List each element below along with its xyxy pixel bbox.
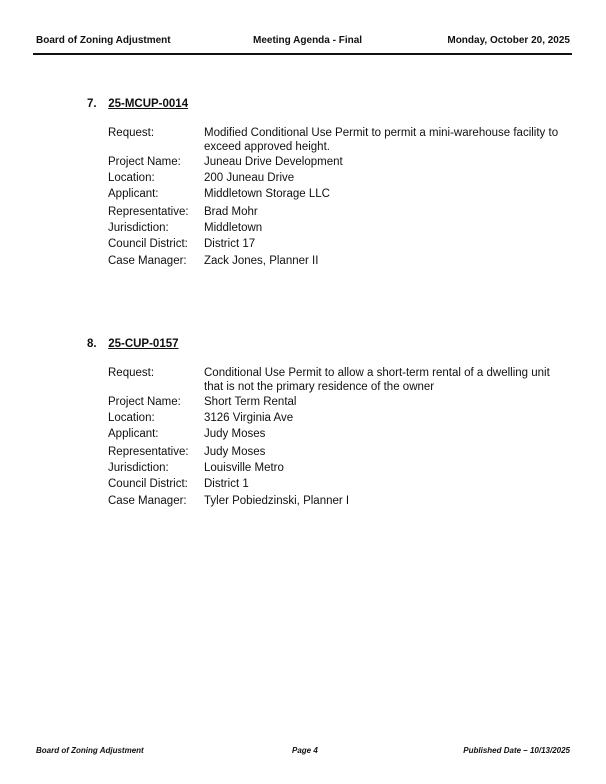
item-number: 8. xyxy=(87,338,97,350)
field-label-location: Location: xyxy=(108,412,155,424)
field-label-request: Request: xyxy=(108,367,155,379)
field-label-case-manager: Case Manager: xyxy=(108,495,187,507)
field-label-council-district: Council District: xyxy=(108,238,188,250)
case-number-link[interactable]: 25-CUP-0157 xyxy=(108,338,179,350)
field-value-representative: Brad Mohr xyxy=(204,206,258,218)
field-value-council-district: District 1 xyxy=(204,478,249,490)
field-value-applicant: Judy Moses xyxy=(204,428,266,440)
field-value-project-name: Short Term Rental xyxy=(204,396,297,408)
footer-published-date: Published Date – 10/13/2025 xyxy=(463,746,570,755)
field-label-jurisdiction: Jurisdiction: xyxy=(108,222,169,234)
field-label-case-manager: Case Manager: xyxy=(108,255,187,267)
field-label-applicant: Applicant: xyxy=(108,428,159,440)
field-value-jurisdiction: Louisville Metro xyxy=(204,462,284,474)
field-label-location: Location: xyxy=(108,172,155,184)
page-footer xyxy=(36,746,570,758)
field-value-representative: Judy Moses xyxy=(204,446,266,458)
page-header xyxy=(36,35,570,49)
field-value-request: Conditional Use Permit to allow a short-term rental of a dwelling unit that is not the primary residence of the owner xyxy=(204,367,550,393)
header-divider xyxy=(33,53,572,55)
field-value-jurisdiction: Middletown xyxy=(204,222,263,234)
field-label-project-name: Project Name: xyxy=(108,156,181,168)
field-label-jurisdiction: Jurisdiction: xyxy=(108,462,169,474)
field-value-applicant: Middletown Storage LLC xyxy=(204,188,330,200)
field-value-case-manager: Tyler Pobiedzinski, Planner I xyxy=(204,495,350,507)
agenda-item-heading xyxy=(87,98,188,110)
header-agenda-title: Meeting Agenda - Final xyxy=(253,35,363,46)
field-value-council-district: District 17 xyxy=(204,238,256,250)
field-label-request: Request: xyxy=(108,127,155,139)
field-label-applicant: Applicant: xyxy=(108,188,159,200)
field-value-case-manager: Zack Jones, Planner II xyxy=(204,255,319,267)
field-value-location: 200 Juneau Drive xyxy=(204,172,295,184)
field-value-request: Modified Conditional Use Permit to permit a mini-warehouse facility to exceed approved height. xyxy=(204,127,559,153)
agenda-item-heading xyxy=(87,338,179,350)
field-value-location: 3126 Virginia Ave xyxy=(204,412,294,424)
item-number: 7. xyxy=(87,98,97,110)
footer-page-number: Page 4 xyxy=(292,746,318,755)
header-board-name: Board of Zoning Adjustment xyxy=(36,35,171,46)
case-number-link[interactable]: 25-MCUP-0014 xyxy=(108,98,189,110)
field-value-project-name: Juneau Drive Development xyxy=(204,156,343,168)
header-meeting-date: Monday, October 20, 2025 xyxy=(447,35,570,46)
footer-board-name: Board of Zoning Adjustment xyxy=(36,746,144,755)
field-label-representative: Representative: xyxy=(108,446,189,458)
field-label-representative: Representative: xyxy=(108,206,189,218)
field-label-council-district: Council District: xyxy=(108,478,188,490)
field-label-project-name: Project Name: xyxy=(108,396,181,408)
